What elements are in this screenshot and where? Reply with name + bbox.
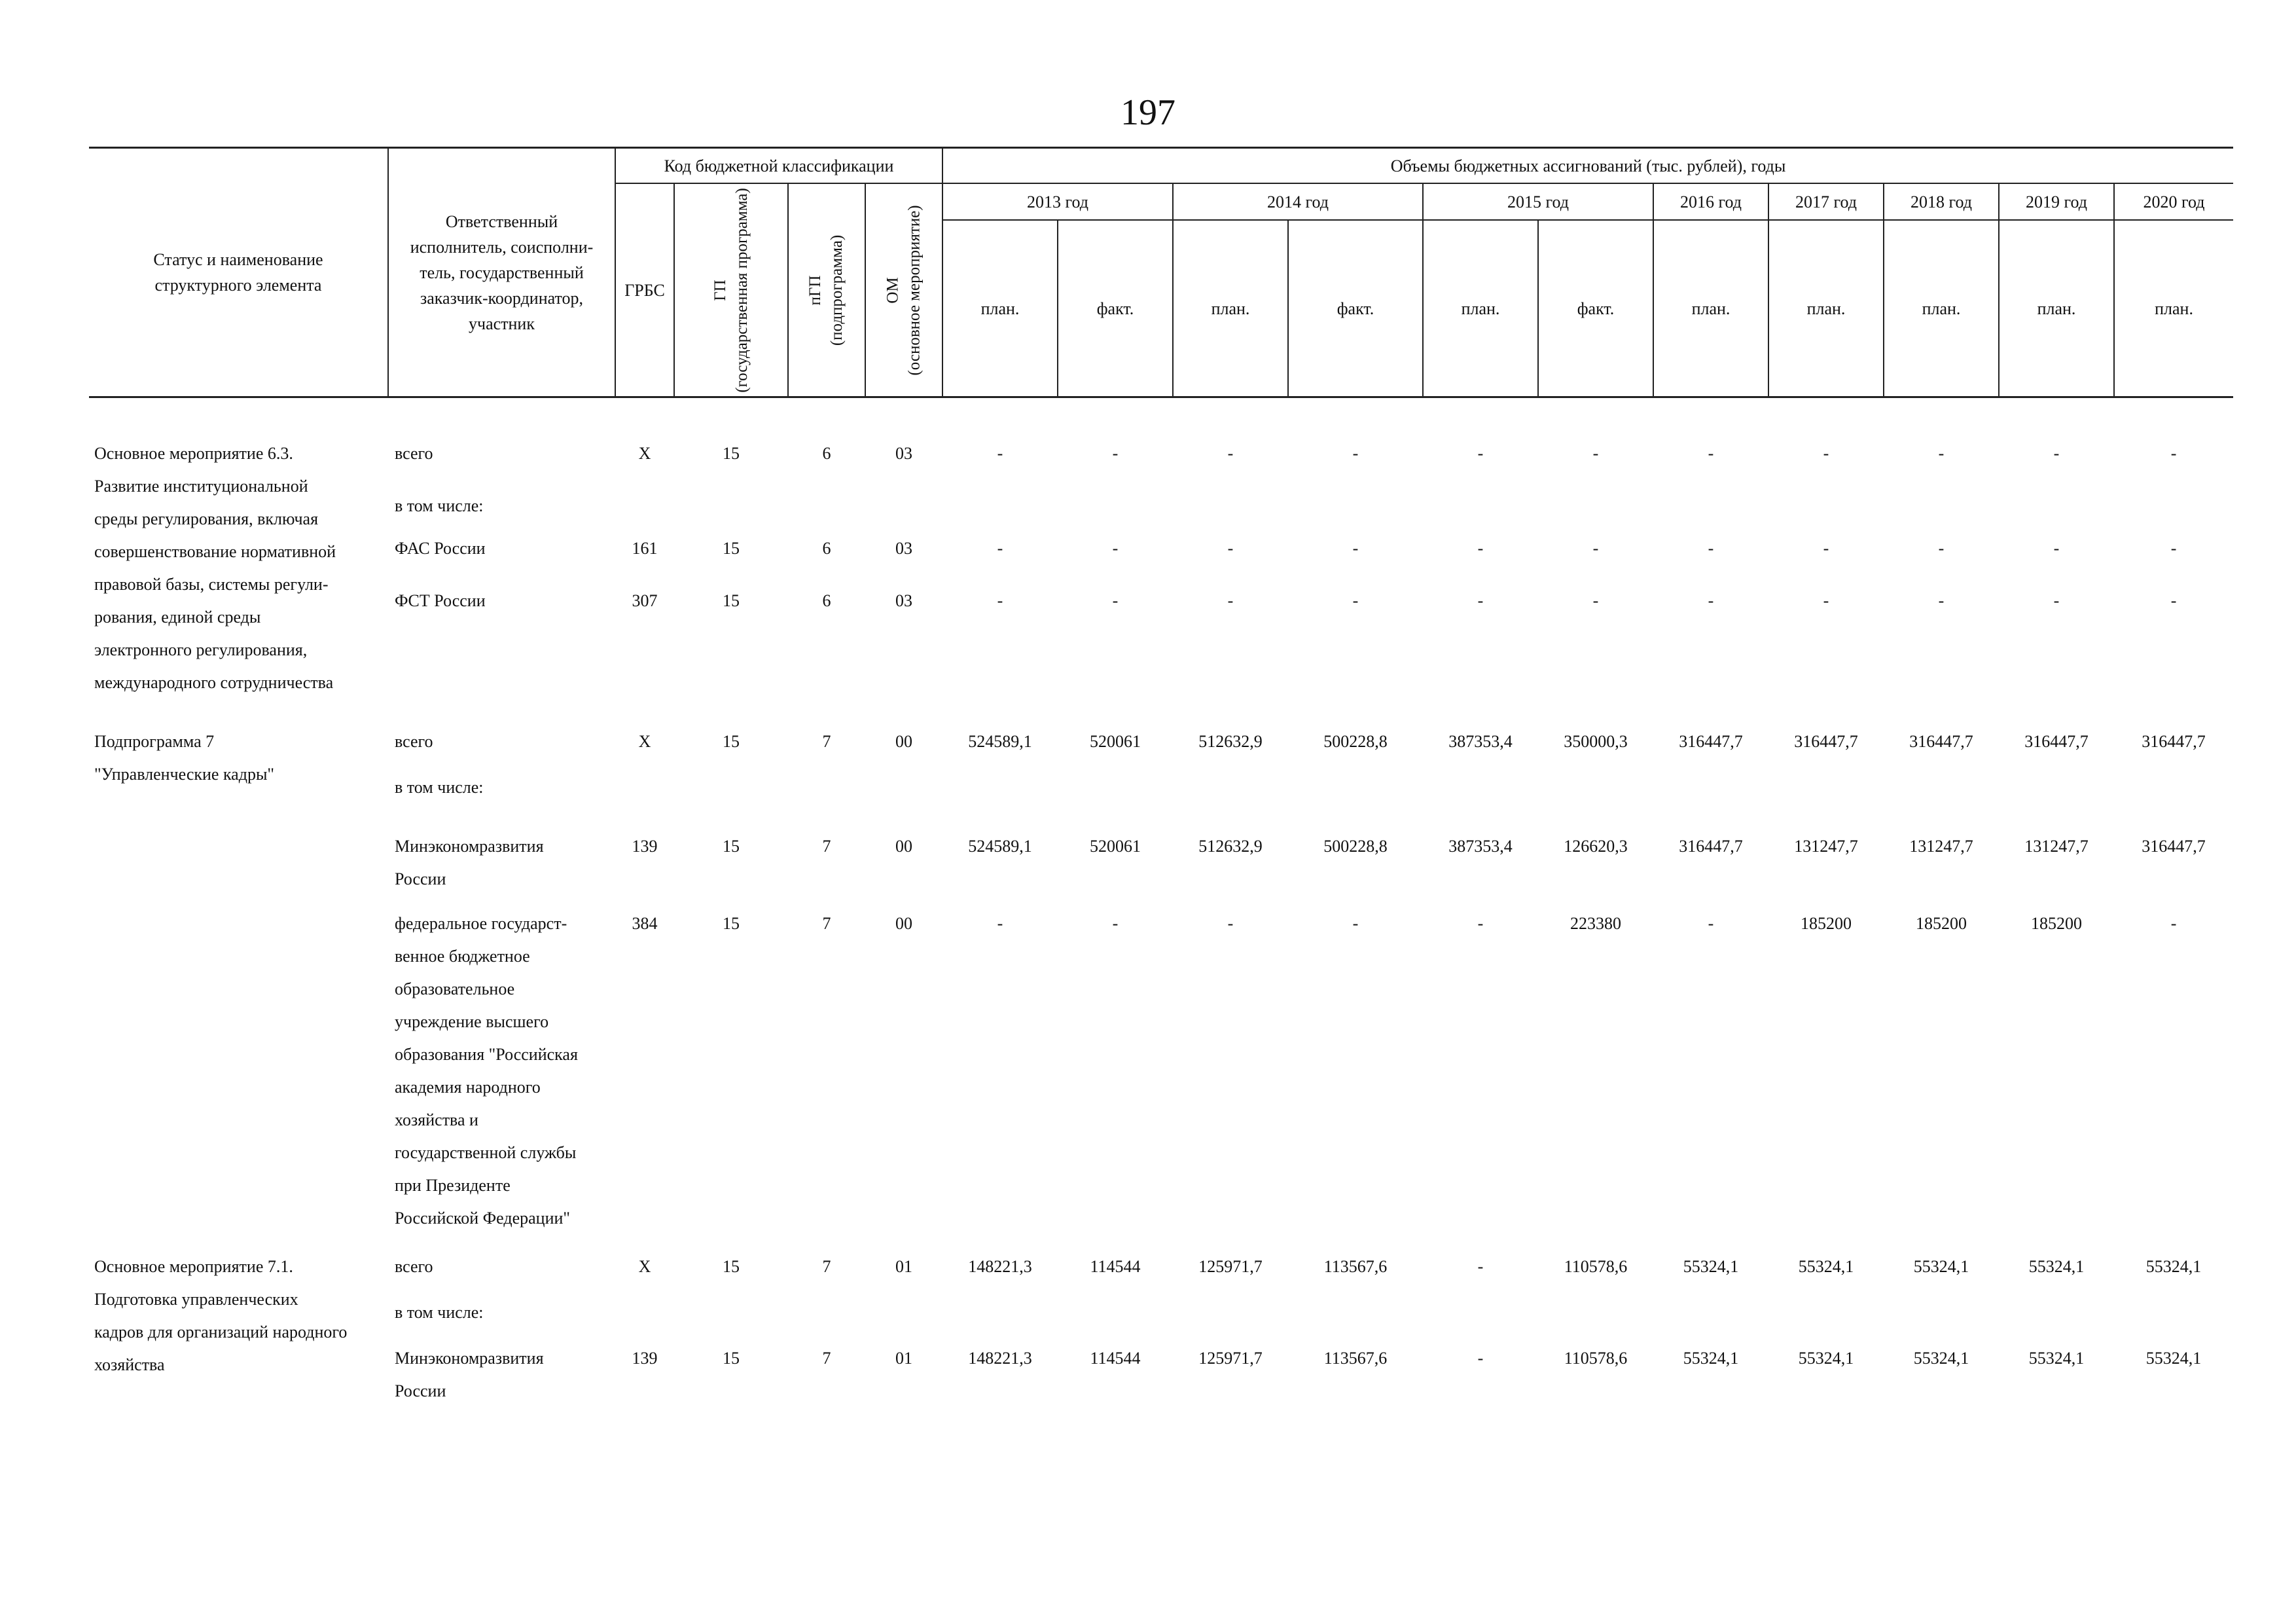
value-cell: - <box>1112 538 1119 558</box>
table-row <box>89 477 2233 532</box>
value-cell: 125971,7 <box>1198 1257 1263 1276</box>
table-header <box>89 148 2233 397</box>
om-cell: 00 <box>895 732 912 751</box>
value-cell: - <box>1352 444 1359 463</box>
pgp-cell: 7 <box>822 837 831 856</box>
value-cell: 316447,7 <box>1679 732 1743 751</box>
header-plan-2014: план. <box>1173 220 1288 397</box>
header-volumes-group: Объемы бюджетных ассигнований (тыс. рублей), годы <box>942 148 2233 184</box>
value-cell: 55324,1 <box>1913 1349 1969 1368</box>
value-cell: 113567,6 <box>1323 1257 1388 1276</box>
header-year-2014: 2014 год <box>1173 183 1423 220</box>
gp-cell: 15 <box>723 1349 740 1368</box>
header-plan-2018: план. <box>1884 220 1999 397</box>
page-number: 197 <box>1121 92 1175 133</box>
om-cell: 03 <box>895 444 912 463</box>
value-cell: 55324,1 <box>2145 1257 2202 1276</box>
value-cell: - <box>997 591 1003 611</box>
value-cell: 512632,9 <box>1198 732 1263 751</box>
grbs-cell: X <box>638 732 651 751</box>
value-cell: - <box>1823 444 1829 463</box>
om-cell: 00 <box>895 914 912 933</box>
value-cell: 148221,3 <box>968 1349 1032 1368</box>
header-year-2017: 2017 год <box>1768 183 1884 220</box>
value-cell: - <box>1592 444 1599 463</box>
header-year-2019: 2019 год <box>1999 183 2114 220</box>
value-cell: 148221,3 <box>968 1257 1032 1276</box>
header-plan-2017: план. <box>1768 220 1884 397</box>
gp-cell: 15 <box>723 732 740 751</box>
budget-table-wrapper <box>89 147 2233 1408</box>
value-cell: 131247,7 <box>1909 837 1973 856</box>
value-cell: 114544 <box>1090 1257 1141 1276</box>
header-status-name: Статус и наименование структурного элемента <box>89 148 388 397</box>
value-cell: - <box>1477 591 1484 611</box>
header-year-2020: 2020 год <box>2114 183 2233 220</box>
pgp-cell: 6 <box>822 538 831 558</box>
value-cell: 55324,1 <box>1683 1257 1739 1276</box>
value-cell: 350000,3 <box>1564 732 1628 751</box>
value-cell: - <box>1938 591 1945 611</box>
pgp-cell: 7 <box>822 914 831 933</box>
value-cell: - <box>1352 914 1359 933</box>
value-cell: 387353,4 <box>1448 837 1513 856</box>
value-cell: - <box>1592 538 1599 558</box>
header-fact-2013: факт. <box>1058 220 1173 397</box>
om-cell: 00 <box>895 837 912 856</box>
value-cell: 316447,7 <box>2024 732 2089 751</box>
value-cell: 55324,1 <box>2145 1349 2202 1368</box>
value-cell: 131247,7 <box>1794 837 1858 856</box>
pgp-cell: 6 <box>822 591 831 611</box>
value-cell: 316447,7 <box>1794 732 1858 751</box>
pgp-cell: 7 <box>822 1257 831 1276</box>
value-cell: 524589,1 <box>968 837 1032 856</box>
header-fact-2014: факт. <box>1288 220 1423 397</box>
value-cell: - <box>1592 591 1599 611</box>
value-cell: - <box>1477 538 1484 558</box>
value-cell: 131247,7 <box>2024 837 2089 856</box>
value-cell: 185200 <box>1916 914 1967 933</box>
responsible-cell: федеральное государст- венное бюджетное образовательное учреждение высшего образования "Российская академия народного хозяйства и государственной службы при Президенте Российской Федерации" <box>395 914 578 1228</box>
value-cell: - <box>1823 538 1829 558</box>
header-plan-2020: план. <box>2114 220 2233 397</box>
header-pgp: пГП (подпрограмма) <box>788 183 865 397</box>
value-cell: 524589,1 <box>968 732 1032 751</box>
value-cell: - <box>1708 591 1714 611</box>
value-cell: - <box>2170 538 2177 558</box>
responsible-cell: всего <box>395 732 433 751</box>
table-row <box>89 758 2233 804</box>
value-cell: 387353,4 <box>1448 732 1513 751</box>
value-cell: 316447,7 <box>1679 837 1743 856</box>
status-cell: Основное мероприятие 6.3. Развитие институциональной среды регулирования, включая совершенствование нормативной правовой базы, системы регули- рования, единой среды электронного регулирования, международного сотрудничества <box>94 444 336 692</box>
value-cell: 110578,6 <box>1564 1257 1628 1276</box>
header-grbs: ГРБС <box>615 183 674 397</box>
pgp-cell: 7 <box>822 732 831 751</box>
value-cell: 126620,3 <box>1564 837 1628 856</box>
responsible-cell: Минэкономразвития России <box>395 837 544 888</box>
om-cell: 01 <box>895 1349 912 1368</box>
header-plan-2015: план. <box>1423 220 1538 397</box>
pgp-cell: 7 <box>822 1349 831 1368</box>
value-cell: 316447,7 <box>1909 732 1973 751</box>
header-plan-2013: план. <box>942 220 1058 397</box>
grbs-cell: 139 <box>632 1349 658 1368</box>
value-cell: 114544 <box>1090 1349 1141 1368</box>
value-cell: - <box>1227 444 1234 463</box>
header-year-2016: 2016 год <box>1653 183 1768 220</box>
value-cell: - <box>1352 591 1359 611</box>
table-row <box>89 725 2233 758</box>
om-cell: 03 <box>895 591 912 611</box>
status-cell: Подпрограмма 7 "Управленческие кадры" <box>94 732 275 784</box>
value-cell: 520061 <box>1090 837 1141 856</box>
table-row <box>89 1329 2233 1408</box>
value-cell: 316447,7 <box>2142 837 2206 856</box>
om-cell: 03 <box>895 538 912 558</box>
value-cell: 113567,6 <box>1323 1349 1388 1368</box>
value-cell: - <box>1352 538 1359 558</box>
responsible-cell: ФАС России <box>395 538 486 558</box>
header-year-2015: 2015 год <box>1423 183 1653 220</box>
value-cell: 512632,9 <box>1198 837 1263 856</box>
value-cell: - <box>2053 444 2060 463</box>
value-cell: - <box>1938 538 1945 558</box>
value-cell: - <box>1708 538 1714 558</box>
grbs-cell: 139 <box>632 837 658 856</box>
value-cell: - <box>1708 444 1714 463</box>
value-cell: 185200 <box>1801 914 1852 933</box>
value-cell: - <box>2053 591 2060 611</box>
value-cell: - <box>2170 444 2177 463</box>
value-cell: - <box>1477 444 1484 463</box>
value-cell: 110578,6 <box>1564 1349 1628 1368</box>
table-row <box>89 532 2233 572</box>
table-row <box>89 437 2233 477</box>
value-cell: 55324,1 <box>1798 1257 1854 1276</box>
grbs-cell: 161 <box>632 538 658 558</box>
responsible-cell: ФСТ России <box>395 591 486 611</box>
table-row <box>89 896 2233 1235</box>
table-row <box>89 1283 2233 1329</box>
grbs-cell: X <box>638 444 651 463</box>
value-cell: - <box>1112 591 1119 611</box>
value-cell: 55324,1 <box>2028 1257 2085 1276</box>
value-cell: - <box>1938 444 1945 463</box>
gp-cell: 15 <box>723 538 740 558</box>
header-om: ОМ (основное мероприятие) <box>865 183 942 397</box>
pgp-cell: 6 <box>822 444 831 463</box>
table-body <box>89 397 2233 1408</box>
gp-cell: 15 <box>723 837 740 856</box>
gp-cell: 15 <box>723 914 740 933</box>
header-plan-2019: план. <box>1999 220 2114 397</box>
value-cell: - <box>2170 591 2177 611</box>
value-cell: 500228,8 <box>1323 732 1388 751</box>
table-row <box>89 804 2233 896</box>
responsible-cell: всего <box>395 1257 433 1276</box>
om-cell: 01 <box>895 1257 912 1276</box>
budget-table <box>89 147 2233 1408</box>
value-cell: - <box>997 444 1003 463</box>
value-cell: - <box>1477 1349 1484 1368</box>
value-cell: - <box>1708 914 1714 933</box>
value-cell: - <box>1112 444 1119 463</box>
table-row <box>89 1250 2233 1283</box>
header-code-group: Код бюджетной классификации <box>615 148 942 184</box>
value-cell: 223380 <box>1570 914 1621 933</box>
value-cell: - <box>1227 914 1234 933</box>
responsible-cell: Минэкономразвития России <box>395 1349 544 1400</box>
header-fact-2015: факт. <box>1538 220 1653 397</box>
value-cell: - <box>1477 1257 1484 1276</box>
value-cell: - <box>2170 914 2177 933</box>
header-plan-2016: план. <box>1653 220 1768 397</box>
value-cell: - <box>997 914 1003 933</box>
grbs-cell: X <box>638 1257 651 1276</box>
value-cell: - <box>1227 538 1234 558</box>
including-label: в том числе: <box>395 778 484 797</box>
including-label: в том числе: <box>395 496 484 516</box>
header-year-2018: 2018 год <box>1884 183 1999 220</box>
value-cell: 55324,1 <box>1913 1257 1969 1276</box>
value-cell: 316447,7 <box>2142 732 2206 751</box>
header-responsible: Ответственный исполнитель, соисполни-тель, государственный заказчик-координатор, участник <box>388 148 615 397</box>
value-cell: 55324,1 <box>1683 1349 1739 1368</box>
value-cell: 55324,1 <box>1798 1349 1854 1368</box>
gp-cell: 15 <box>723 444 740 463</box>
gp-cell: 15 <box>723 591 740 611</box>
header-year-2013: 2013 год <box>942 183 1173 220</box>
value-cell: 520061 <box>1090 732 1141 751</box>
value-cell: - <box>1477 914 1484 933</box>
value-cell: 500228,8 <box>1323 837 1388 856</box>
value-cell: - <box>1112 914 1119 933</box>
value-cell: - <box>2053 538 2060 558</box>
value-cell: - <box>1823 591 1829 611</box>
value-cell: 125971,7 <box>1198 1349 1263 1368</box>
responsible-cell: всего <box>395 444 433 463</box>
value-cell: 55324,1 <box>2028 1349 2085 1368</box>
value-cell: - <box>997 538 1003 558</box>
value-cell: - <box>1227 591 1234 611</box>
grbs-cell: 307 <box>632 591 658 611</box>
table-row <box>89 572 2233 627</box>
including-label: в том числе: <box>395 1303 484 1322</box>
value-cell: 185200 <box>2031 914 2082 933</box>
gp-cell: 15 <box>723 1257 740 1276</box>
grbs-cell: 384 <box>632 914 658 933</box>
status-cell: Основное мероприятие 7.1. Подготовка управленческих кадров для организаций народного хозяйства <box>94 1257 348 1374</box>
header-gp: ГП (государственная программа) <box>674 183 788 397</box>
